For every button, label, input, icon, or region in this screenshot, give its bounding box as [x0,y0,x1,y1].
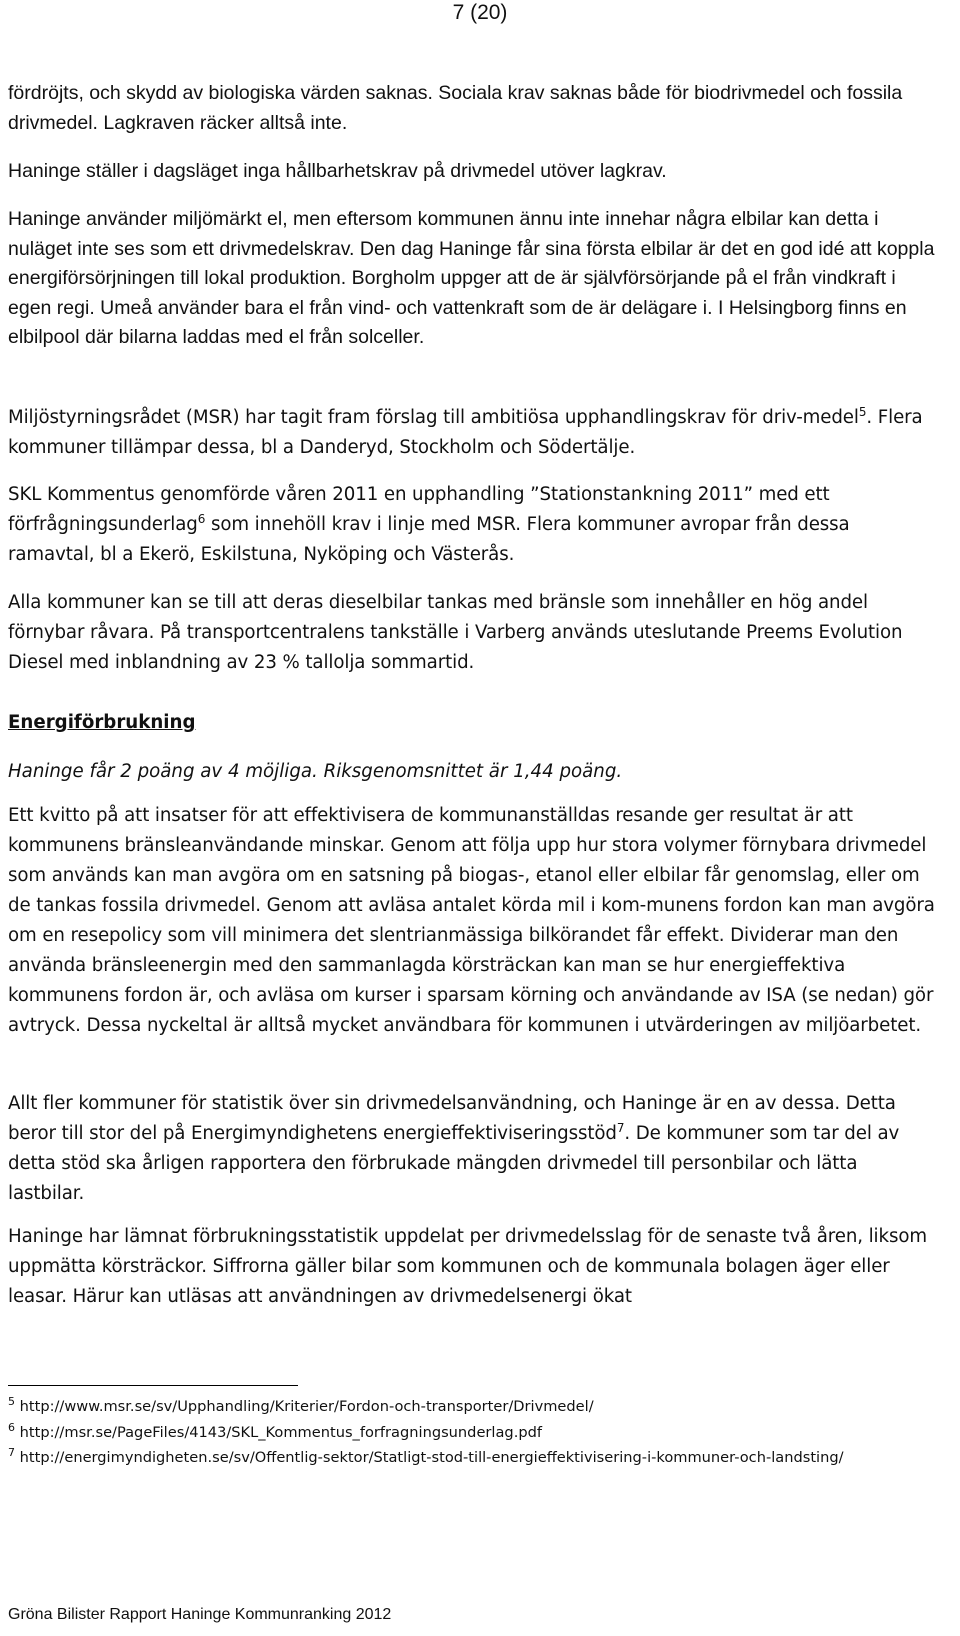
footnote-5 [8,1395,928,1419]
footnote-number: 6 [8,1421,15,1435]
paragraph-consumption-statistics: Haninge har lämnat förbrukningsstatistik uppdelat per drivmedelsslag för de senaste två åren, liksom uppmätta körsträckor. Siffrorna gäller bilar som kommunen och de kommunala bolagen äger eller leasar. Härur kan utläsas att användningen av drivmedelsenergi ökat [8,1226,927,1307]
footnote-ref-6: 6 [197,511,206,526]
footnote-number: 7 [8,1446,15,1460]
paragraph-energy-receipt: Ett kvitto på att insatser för att effektivisera de kommunanställdas resande ger resultat är att kommunens bränsleanvändande minskar. Genom att följa upp hur stora volymer förnybara drivmedel som används kan man avgöra om en satsning på biogas-, etanol eller elbilar får genomslag, eller om de tankas fossila drivmedel. Genom att avläsa antalet körda mil i kom-munens fordon kan man avgöra om en resepolicy som vill minimera det slentrianmässiga bilkörandet får effekt. Dividerar man den använda bränsleenergin med den sammanlagda körsträckan kan man se hur energieffektiva kommunens fordon är, och avläsa om kurser i sparsam körning och användande av ISA (se nedan) gör avtryck. Dessa nyckeltal är alltså mycket användbara för kommunen i utvärderingen av miljöarbetet. [8,805,935,1036]
paragraph-green-electricity [8,205,938,353]
paragraph-green-electricity-text: Haninge använder miljömärkt el, men eftersom kommunen ännu inte innehar några elbilar kan detta i nuläget inte ses som ett drivmedelskrav. Den dag Haninge får sina första elbilar är det en god idé att koppla energiförsörjningen till lokal produktion. Borgholm uppger att de är självförsörjande på el från vindkraft i egen regi. Umeå använder bara el från vind- och vattenkraft som de är delägare i. I Helsingborg finns en elbilpool där bilarna laddas med el från solceller. [8,208,935,348]
paragraph-msr-text-1: Miljöstyrningsrådet (MSR) har tagit fram förslag till ambitiösa upphandlingskrav för driv-medel [8,407,859,428]
paragraph-skl-kommentus [8,480,938,570]
paragraph-msr-text-2: . Flera kommuner tillämpar dessa, bl a Danderyd, Stockholm och Södertälje. [8,407,923,458]
footnote-number: 5 [8,1395,15,1409]
footnote-link[interactable]: http://energimyndigheten.se/sv/Offentlig-sektor/Statligt-stod-till-energieffektivisering-i-kommuner-och-landsting/ [19,1449,844,1466]
paragraph-msr [8,403,938,463]
page-number: 7 (20) [452,1,508,24]
score-statement: Haninge får 2 poäng av 4 möjliga. Riksgenomsnittet är 1,44 poäng. [8,761,623,782]
footnote-link[interactable]: http://msr.se/PageFiles/4143/SKL_Kommentus_forfragningsunderlag.pdf [19,1424,542,1441]
paragraph-diesel: Alla kommuner kan se till att deras dieselbilar tankas med bränsle som innehåller en hög andel förnybar råvara. På transportcentralens tankställe i Varberg används uteslutande Preems Evolution Diesel med inblandning av 23 % tallolja sommartid. [8,592,903,673]
paragraph-sustainability-criteria: fördröjts, och skydd av biologiska värden saknas. Sociala krav saknas både för biodrivmedel och fossila drivmedel. Lagkraven räcker alltså inte. [8,82,903,134]
paragraph-haninge-no-requirements: Haninge ställer i dagsläget inga hållbarhetskrav på drivmedel utöver lagkrav. [8,160,667,182]
section-heading-energiforbrukning: Energiförbrukning [8,712,196,733]
paragraph-skl-text-2: som innehöll krav i linje med MSR. Flera kommuner avropar från dessa ramavtal, bl a Ekerö, Eskilstuna, Nyköping och Västerås. [8,514,850,565]
paragraph-statistics [8,1089,938,1209]
footnote-ref-5: 5 [858,404,867,419]
paragraph-skl-text-1: SKL Kommentus genomförde våren 2011 en upphandling ”Stationstankning 2011” med ett förfrågningsunderlag [8,484,830,535]
footnote-link[interactable]: http://www.msr.se/sv/Upphandling/Kriterier/Fordon-och-transporter/Drivmedel/ [19,1398,594,1415]
footnote-ref-7: 7 [616,1120,625,1135]
footnote-6 [8,1421,928,1445]
page-footer: Gröna Bilister Rapport Haninge Kommunranking 2012 [8,1606,392,1623]
paragraph-statistics-text-2: . De kommuner som tar del av detta stöd ska årligen rapportera den förbrukade mängden drivmedel till personbilar och lätta lastbilar. [8,1123,900,1204]
footnote-7 [8,1446,928,1470]
paragraph-statistics-text-1: Allt fler kommuner för statistik över sin drivmedelsanvändning, och Haninge är en av dessa. Detta beror till stor del på Energimyndighetens energieffektiviseringsstöd [8,1093,896,1144]
footnote-separator [8,1385,298,1386]
